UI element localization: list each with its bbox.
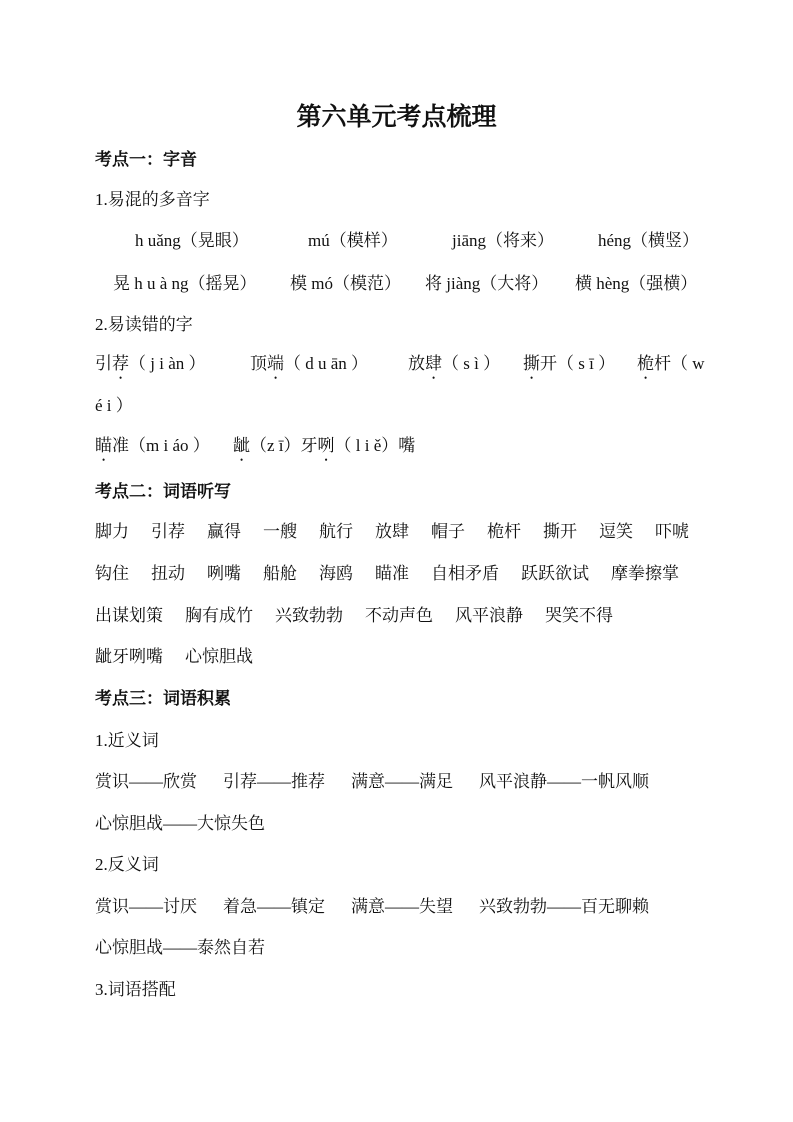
- section-heading-vocabulary: 考点三：词语积累: [95, 689, 231, 708]
- word-item: 海鸥: [319, 564, 353, 583]
- dictation-row-4: [95, 644, 253, 670]
- pinyin: （ j i àn ）: [129, 354, 206, 373]
- hard-read-row-1: [0, 351, 793, 377]
- word-part: 准: [112, 436, 129, 455]
- word-item: 一艘: [263, 522, 297, 541]
- word-item: 兴致勃勃——百无聊赖: [479, 897, 649, 916]
- emphasized-char: 咧: [317, 436, 335, 455]
- emphasized-char: 瞄: [95, 436, 112, 455]
- pinyin: （m i áo ）: [129, 436, 210, 455]
- word-item: 哭笑不得: [545, 606, 613, 625]
- emphasized-char: 肆: [425, 354, 442, 373]
- pinyin: （ w: [671, 354, 705, 373]
- word-part: 嘴: [398, 436, 416, 455]
- dictation-row-3: [95, 603, 613, 629]
- word-item: 龇牙咧嘴: [95, 647, 163, 666]
- word-item: 帽子: [431, 522, 465, 541]
- word-item: 满意——失望: [351, 897, 453, 916]
- word-item: 心惊胆战——大惊失色: [95, 814, 265, 833]
- pinyin: （ s ì ）: [442, 354, 501, 373]
- hard-read-row-3: [0, 433, 793, 459]
- subheading-collocations: 3.词语搭配: [95, 980, 176, 999]
- word-item: 撕开: [543, 522, 577, 541]
- section-heading-pronunciation: 考点一：字音: [95, 150, 197, 169]
- pinyin: （ l i ě）: [334, 436, 399, 455]
- word-item: 扭动: [151, 564, 185, 583]
- emphasized-char: 端: [267, 354, 284, 373]
- polyphone-item: jiāng（将来）: [452, 231, 554, 250]
- hard-read-item: [233, 433, 415, 465]
- polyphone-item: 横 hèng（强横）: [575, 274, 698, 293]
- polyphone-row-2: [0, 271, 793, 297]
- word-part: 牙: [300, 436, 318, 455]
- word-part: 放: [408, 354, 425, 373]
- word-item: 逗笑: [599, 522, 633, 541]
- polyphone-item: 晃 h u à ng（摇晃）: [113, 274, 257, 293]
- dictation-row-2: [95, 561, 679, 587]
- subheading-synonyms: 1.近义词: [95, 731, 159, 750]
- hard-read-item: [408, 351, 500, 383]
- polyphone-item: mú（模样）: [308, 231, 398, 250]
- word-item: 满意——满足: [351, 772, 453, 791]
- polyphone-item: 将 jiàng（大将）: [425, 274, 549, 293]
- pinyin: （z ī）: [250, 436, 301, 455]
- word-item: 赢得: [207, 522, 241, 541]
- word-item: 桅杆: [487, 522, 521, 541]
- pinyin: （ s ī ）: [557, 354, 616, 373]
- word-item: 不动声色: [365, 606, 433, 625]
- emphasized-char: 撕: [523, 354, 540, 373]
- word-item: 航行: [319, 522, 353, 541]
- word-item: 摩拳擦掌: [611, 564, 679, 583]
- hard-read-item: [523, 351, 615, 383]
- word-item: 着急——镇定: [223, 897, 325, 916]
- hard-read-item: [637, 351, 705, 383]
- word-item: 船舱: [263, 564, 297, 583]
- antonym-row-2: [95, 935, 265, 961]
- word-item: 赏识——讨厌: [95, 897, 197, 916]
- section-heading-dictation: 考点二：词语听写: [95, 482, 231, 501]
- emphasized-char: 桅: [637, 354, 654, 373]
- word-item: 风平浪静——一帆风顺: [479, 772, 649, 791]
- word-item: 放肆: [375, 522, 409, 541]
- subheading-antonyms: 2.反义词: [95, 855, 159, 874]
- word-item: 脚力: [95, 522, 129, 541]
- hard-read-item: [95, 433, 210, 465]
- word-part: 杆: [654, 354, 671, 373]
- hard-read-item: [250, 351, 368, 383]
- word-item: 胸有成竹: [185, 606, 253, 625]
- word-item: 跃跃欲试: [521, 564, 589, 583]
- word-item: 兴致勃勃: [275, 606, 343, 625]
- word-item: 心惊胆战——泰然自若: [95, 938, 265, 957]
- word-item: 风平浪静: [455, 606, 523, 625]
- pinyin: （ d u ān ）: [284, 354, 369, 373]
- word-item: 引荐——推荐: [223, 772, 325, 791]
- emphasized-char: 龇: [233, 436, 250, 455]
- word-item: 瞄准: [375, 564, 409, 583]
- hard-read-item: [95, 351, 206, 383]
- word-item: 咧嘴: [207, 564, 241, 583]
- page-title: 第六单元考点梳理: [296, 104, 497, 131]
- antonym-row-1: [95, 894, 649, 920]
- subheading-hard-to-read: 2.易读错的字: [95, 315, 193, 334]
- synonym-row-2: [95, 811, 265, 837]
- polyphone-row-1: [0, 228, 793, 254]
- word-item: 钩住: [95, 564, 129, 583]
- word-item: 吓唬: [655, 522, 689, 541]
- word-item: 心惊胆战: [185, 647, 253, 666]
- word-part: 引: [95, 354, 112, 373]
- emphasized-char: 荐: [112, 354, 129, 373]
- word-item: 自相矛盾: [431, 564, 499, 583]
- word-part: 开: [540, 354, 557, 373]
- word-part: 顶: [250, 354, 267, 373]
- word-item: 引荐: [151, 522, 185, 541]
- synonym-row-1: [95, 769, 649, 795]
- subheading-polyphones: 1.易混的多音字: [95, 190, 210, 209]
- hard-read-continuation: é i ）: [95, 396, 133, 415]
- polyphone-item: 模 mó（模范）: [290, 274, 401, 293]
- word-item: 赏识——欣赏: [95, 772, 197, 791]
- dictation-row-1: [95, 519, 689, 545]
- polyphone-item: h uǎng（晃眼）: [135, 231, 249, 250]
- word-item: 出谋划策: [95, 606, 163, 625]
- polyphone-item: héng（横竖）: [598, 231, 700, 250]
